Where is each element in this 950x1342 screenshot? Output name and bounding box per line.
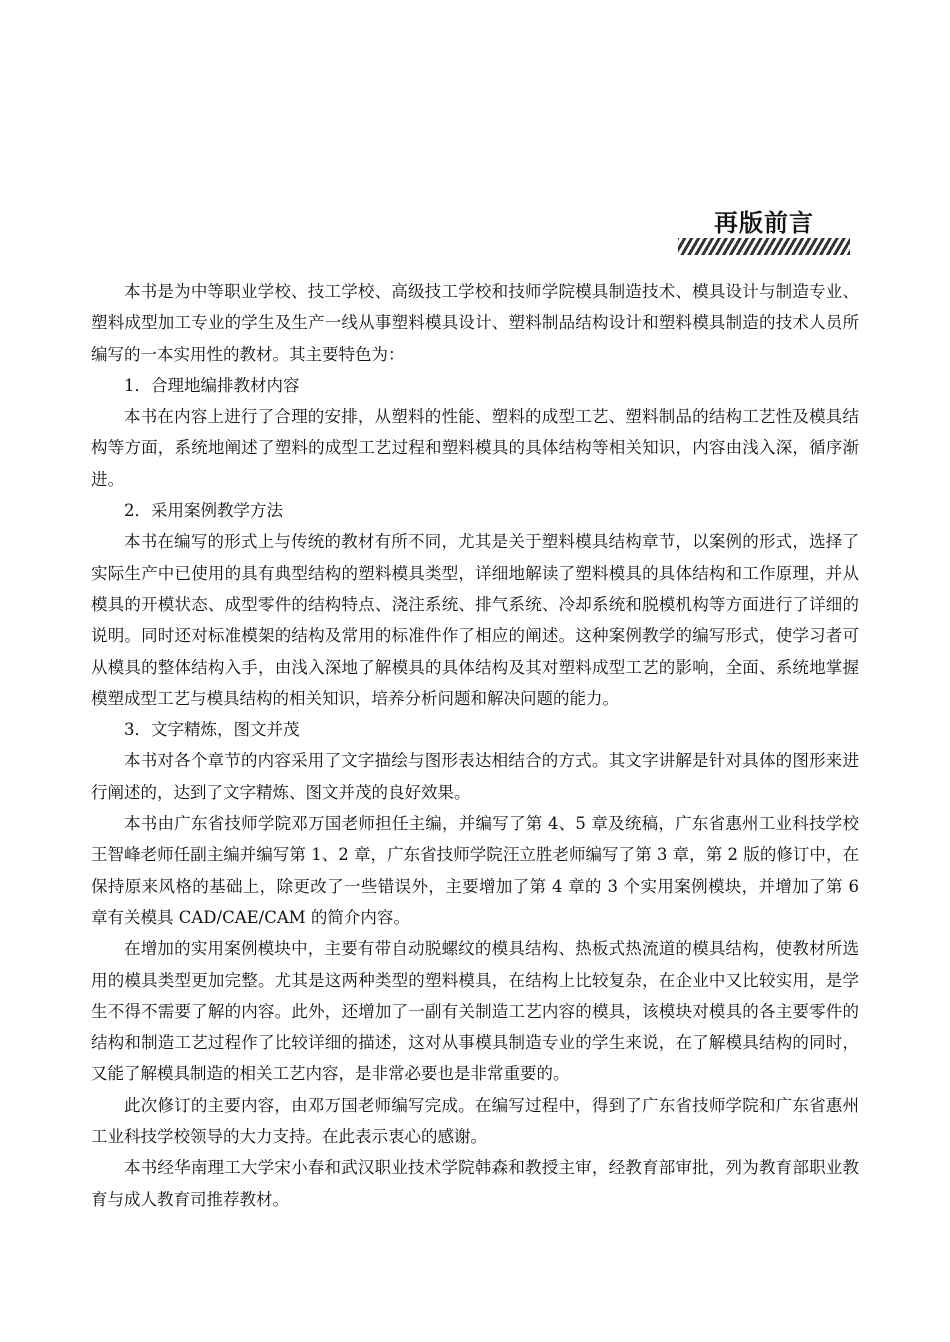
paragraph-review: 本书经华南理工大学宋小春和武汉职业技术学院韩森和教授主审，经教育部审批，列为教育部职业教育与成人教育司推荐教材。 bbox=[91, 1158, 859, 1209]
section-heading-3: 3．文字精炼，图文并茂 bbox=[124, 720, 300, 740]
paragraph-section-3: 本书对各个章节的内容采用了文字描绘与图形表达相结合的方式。其文字讲解是针对具体的图形来进行阐述的，达到了文字精炼、图文并茂的良好效果。 bbox=[91, 751, 859, 802]
page-title: 再版前言 bbox=[714, 208, 814, 237]
preface-body bbox=[91, 276, 859, 1215]
paragraph-authors: 本书由广东省技师学院邓万国老师担任主编，并编写了第 4、5 章及统稿，广东省惠州工业科技学校王智峰老师任副主编并编写第 1、2 章，广东省技师学院汪立胜老师编写了第 3 章，第 2 版的修订中，在保持原来风格的基础上，除更改了一些错误外，主要增加了第 4 章的 3 个实用案例模块，并增加了第 6 章有关模具 CAD/CAE/CAM 的简介内容。 bbox=[91, 814, 859, 927]
decorative-stripe-bar bbox=[678, 238, 850, 255]
section-heading-2: 2．采用案例教学方法 bbox=[124, 501, 283, 521]
paragraph-intro: 本书是为中等职业学校、技工学校、高级技工学校和技师学院模具制造技术、模具设计与制造专业、塑料成型加工专业的学生及生产一线从事塑料模具设计、塑料制品结构设计和塑料模具制造的技术人员所编写的一本实用性的教材。其主要特色为： bbox=[91, 282, 859, 364]
paragraph-acknowledgement: 此次修订的主要内容，由邓万国老师编写完成。在编写过程中，得到了广东省技师学院和广东省惠州工业科技学校领导的大力支持。在此表示衷心的感谢。 bbox=[91, 1095, 859, 1147]
paragraph-additions: 在增加的实用案例模块中，主要有带自动脱螺纹的模具结构、热板式热流道的模具结构，使教材所选用的模具类型更加完整。尤其是这两种类型的塑料模具，在结构上比较复杂，在企业中又比较实用，是学生不得不需要了解的内容。此外，还增加了一副有关制造工艺内容的模具，该模块对模具的各主要零件的结构和制造工艺过程作了比较详细的描述，这对从事模具制造专业的学生来说，在了解模具结构的同时，又能了解模具制造的相关工艺内容，是非常必要也是非常重要的。 bbox=[91, 939, 859, 1084]
section-heading-1: 1．合理地编排教材内容 bbox=[124, 375, 300, 395]
paragraph-section-2: 本书在编写的形式上与传统的教材有所不同，尤其是关于塑料模具结构章节，以案例的形式，选择了实际生产中已使用的具有典型结构的塑料模具类型，详细地解读了塑料模具的具体结构和工作原理，并从模具的开模状态、成型零件的结构特点、浇注系统、排气系统、冷却系统和脱模机构等方面进行了详细的说明。同时还对标准模架的结构及常用的标准件作了相应的阐述。这种案例教学的编写形式，使学习者可从模具的整体结构入手，由浅入深地了解模具的具体结构及其对塑料成型工艺的影响，全面、系统地掌握模塑成型工艺与模具结构的相关知识，培养分析问题和解决问题的能力。 bbox=[91, 532, 859, 708]
paragraph-section-1: 本书在内容上进行了合理的安排，从塑料的性能、塑料的成型工艺、塑料制品的结构工艺性及模具结构等方面，系统地阐述了塑料的成型工艺过程和塑料模具的具体结构等相关知识，内容由浅入深，循序渐进。 bbox=[91, 407, 859, 489]
